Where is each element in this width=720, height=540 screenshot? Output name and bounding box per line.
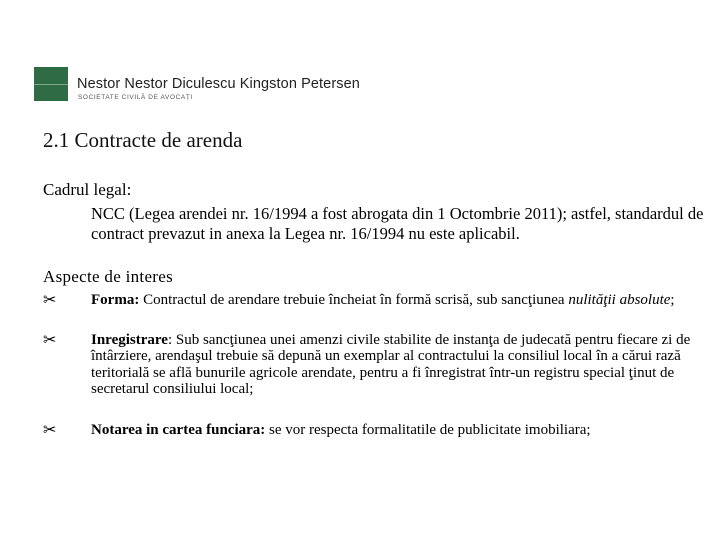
bullet-tail: ; bbox=[670, 292, 675, 308]
bullet-text bbox=[91, 332, 693, 397]
legal-framework-label bbox=[43, 180, 131, 200]
scissors-icon: ✂ bbox=[43, 420, 57, 439]
bullet-text bbox=[91, 292, 693, 308]
firm-name: Nestor Nestor Diculescu Kingston Petersen bbox=[77, 76, 360, 92]
bullet-body: : Sub sancţiunea unei amenzi civile stabilite de instanţa de judecată pentru fiecare zi de întârziere, arendaşul trebuie să depună un exemplar al contractului la consiliul local în a cărui rază teritorială se află bunurile agricole arendate, pentru a fi înregistrat într-un registru special ţinut de secretarul consiliului local; bbox=[91, 332, 691, 397]
legal-framework-text: NCC (Legea arendei nr. 16/1994 a fost abrogata din 1 Octombrie 2011); astfel, standardul de contract prevazut in anexa la Legea nr. 16/1994 nu este aplicabil. bbox=[91, 204, 704, 243]
bullet-term: Notarea in cartea funciara: bbox=[91, 422, 266, 438]
bullet-term: Forma: bbox=[91, 292, 140, 308]
legal-framework-colon: : bbox=[126, 180, 132, 199]
scissors-icon: ✂ bbox=[43, 330, 57, 349]
bullet-term: Inregistrare bbox=[91, 332, 168, 348]
bullet-emphasis: nulităţii absolute bbox=[568, 292, 671, 308]
bullet-body: Contractul de arendare trebuie încheiat în formă scrisă, sub sancţiunea bbox=[139, 292, 569, 308]
firm-subtitle: SOCIETATE CIVILĂ DE AVOCAȚI bbox=[78, 94, 193, 101]
legal-framework-label-text: Cadrul legal bbox=[43, 180, 127, 199]
bullet-inregistrare bbox=[43, 332, 693, 397]
bullet-forma bbox=[43, 292, 693, 308]
bullet-text bbox=[91, 422, 693, 438]
slide-title: 2.1 Contracte de arenda bbox=[43, 128, 243, 152]
scissors-icon: ✂ bbox=[43, 290, 57, 309]
bullet-body: se vor respecta formalitatile de publicitate imobiliara; bbox=[265, 422, 591, 438]
bullet-notare bbox=[43, 422, 693, 438]
firm-logo-mark bbox=[34, 67, 68, 101]
aspects-label: Aspecte de interes bbox=[43, 267, 174, 286]
